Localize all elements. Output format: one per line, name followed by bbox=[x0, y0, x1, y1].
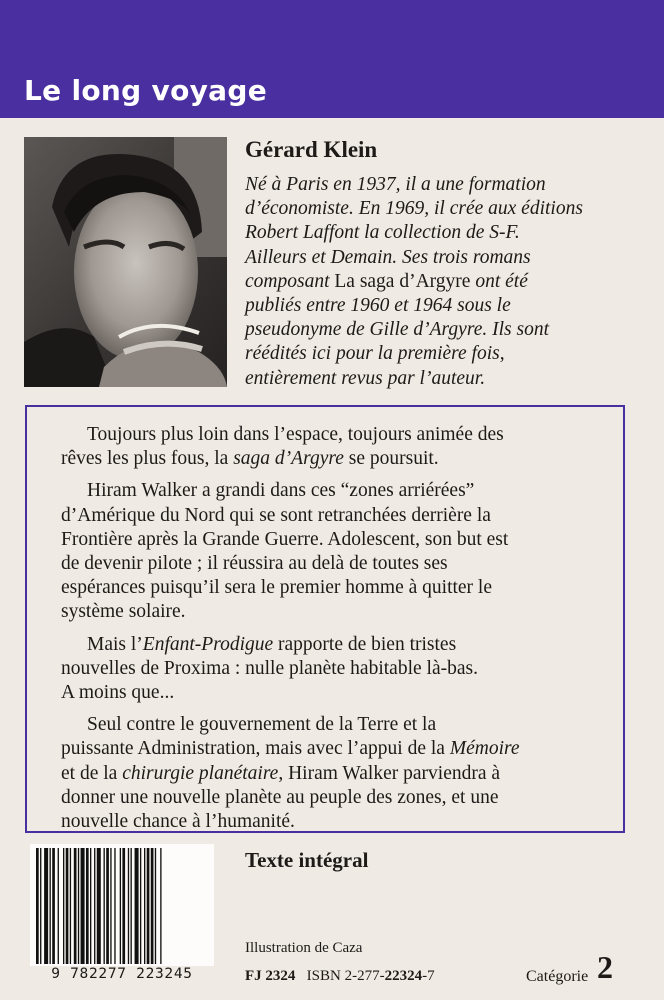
barcode-bar bbox=[52, 848, 55, 964]
product-codes bbox=[245, 968, 435, 985]
blurb-paragraph bbox=[61, 479, 621, 624]
author-portrait-image bbox=[24, 137, 227, 387]
barcode-bar bbox=[106, 848, 109, 964]
author-photo bbox=[24, 137, 227, 387]
blurb-text: rapporte de bien tristes bbox=[273, 633, 457, 655]
bio-line: publiés entre 1960 et 1964 sous le bbox=[245, 295, 511, 317]
barcode-bar bbox=[63, 848, 64, 964]
blurb-paragraph bbox=[61, 713, 621, 834]
blurb-paragraph bbox=[61, 423, 621, 471]
barcode-bar bbox=[131, 848, 132, 964]
blurb-text: A moins que... bbox=[61, 682, 175, 704]
blurb-text: puissante Administration, mais avec l’appui de la bbox=[61, 738, 450, 760]
barcode-bar bbox=[147, 848, 150, 964]
barcode-bar bbox=[94, 848, 95, 964]
barcode-bar bbox=[78, 848, 79, 964]
barcode-bar bbox=[160, 848, 161, 964]
blurb-paragraph bbox=[61, 633, 621, 706]
barcode-bar bbox=[120, 848, 121, 964]
blurb-italic: saga d’Argyre bbox=[233, 448, 344, 470]
author-bio bbox=[245, 173, 655, 391]
blurb-text: Seul contre le gouvernement de la Terre et la bbox=[87, 714, 437, 736]
author-name: Gérard Klein bbox=[245, 137, 378, 162]
barcode-bar bbox=[50, 848, 51, 964]
barcode-image bbox=[30, 844, 214, 966]
barcode-bar bbox=[81, 848, 85, 964]
barcode-bar bbox=[104, 848, 105, 964]
isbn-suffix: -7 bbox=[422, 968, 435, 984]
book-title: Le long voyage bbox=[24, 74, 268, 107]
texte-integral: Texte intégral bbox=[245, 848, 369, 872]
barcode-bar bbox=[140, 848, 141, 964]
blurb-italic: Mémoire bbox=[449, 738, 520, 760]
categorie-number: 2 bbox=[597, 949, 613, 985]
barcode-bar bbox=[135, 848, 139, 964]
saga-title: La saga d’Argyre bbox=[334, 270, 471, 292]
blurb-text: nouvelles de Proxima : nulle planète habitable là-bas. bbox=[61, 657, 478, 679]
blurb-text: espérances puisqu’il sera le premier homme à quitter le bbox=[61, 577, 492, 599]
title-band bbox=[0, 0, 664, 118]
barcode-bar bbox=[155, 848, 156, 964]
barcode-bar bbox=[70, 848, 71, 964]
bio-line: pseudonyme de Gille d’Argyre. Ils sont bbox=[245, 319, 549, 341]
blurb-text: Mais l’ bbox=[87, 633, 143, 655]
blurb-text: de devenir pilote ; il réussira au delà de toutes ses bbox=[61, 553, 448, 575]
blurb-text: se poursuit. bbox=[343, 448, 439, 470]
blurb-text: , Hiram Walker parviendra à bbox=[278, 762, 501, 784]
barcode-bar bbox=[144, 848, 145, 964]
barcode-bar bbox=[58, 848, 59, 964]
barcode-bar bbox=[74, 848, 77, 964]
barcode-bar bbox=[151, 848, 154, 964]
isbn-prefix: ISBN 2-277- bbox=[306, 968, 385, 984]
blurb-text: système solaire. bbox=[61, 601, 186, 623]
barcode-bar bbox=[36, 848, 39, 964]
barcode-bar bbox=[110, 848, 111, 964]
barcode-bar bbox=[114, 848, 115, 964]
blurb-text: Frontière après la Grande Guerre. Adolescent, son but est bbox=[61, 528, 509, 550]
fj-code: FJ 2324 bbox=[245, 968, 296, 984]
blurb-italic: Enfant-Prodigue bbox=[142, 633, 274, 655]
bio-line: entièrement revus par l’auteur. bbox=[245, 367, 486, 389]
categorie-label: Catégorie bbox=[526, 968, 589, 985]
bio-text: composant bbox=[245, 270, 330, 292]
bio-line: Robert Laffont la collection de S-F. bbox=[245, 222, 520, 244]
blurb bbox=[61, 423, 621, 842]
barcode-bar bbox=[44, 848, 48, 964]
blurb-text: rêves les plus fous, la bbox=[61, 448, 234, 470]
bio-line: d’économiste. En 1969, il crée aux éditions bbox=[245, 198, 583, 220]
blurb-italic: chirurgie planétaire bbox=[122, 762, 279, 784]
barcode bbox=[30, 844, 214, 966]
blurb-text: Hiram Walker a grandi dans ces “zones arriérées” bbox=[87, 480, 475, 502]
bio-line: Né à Paris en 1937, il a une formation bbox=[245, 174, 546, 195]
barcode-bar bbox=[40, 848, 41, 964]
barcode-digits: 9 782277 223245 bbox=[51, 966, 193, 982]
barcode-bar bbox=[66, 848, 69, 964]
bio-line: réédités ici pour la première fois, bbox=[245, 343, 505, 365]
blurb-text: et de la bbox=[61, 762, 123, 784]
blurb-text: donner une nouvelle planète au peuple des zones, et une bbox=[61, 786, 499, 808]
barcode-bar bbox=[90, 848, 91, 964]
barcode-bar bbox=[122, 848, 125, 964]
bio-text: ont été bbox=[475, 270, 528, 292]
barcode-bar bbox=[86, 848, 89, 964]
blurb-text: nouvelle chance à l’humanité. bbox=[61, 811, 295, 833]
isbn-bold: 22324 bbox=[384, 968, 423, 984]
barcode-bar bbox=[128, 848, 129, 964]
bio-line: Ailleurs et Demain. Ses trois romans bbox=[245, 246, 531, 268]
blurb-text: Toujours plus loin dans l’espace, toujours animée des bbox=[87, 424, 504, 445]
bio-line bbox=[245, 270, 655, 294]
illustration-credit: Illustration de Caza bbox=[245, 940, 363, 956]
blurb-text: d’Amérique du Nord qui se sont retranchées derrière la bbox=[61, 504, 491, 526]
barcode-bar bbox=[97, 848, 101, 964]
